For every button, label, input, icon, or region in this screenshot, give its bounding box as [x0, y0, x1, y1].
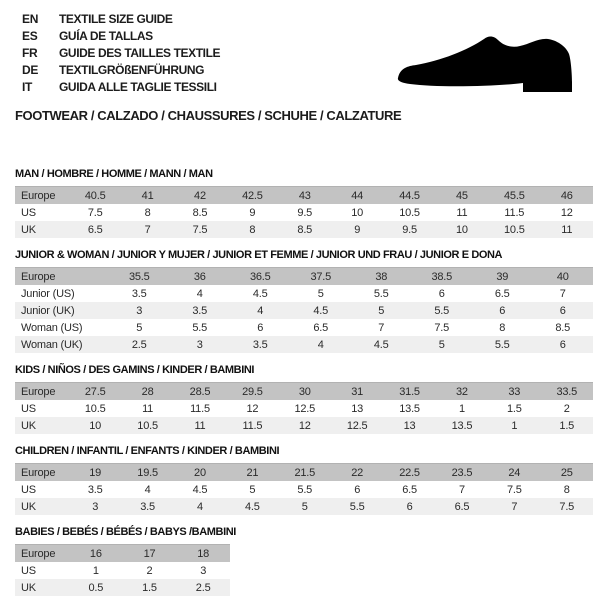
size-cell: 5.5: [412, 302, 473, 319]
size-cell: 4.5: [226, 498, 278, 515]
size-table: [15, 267, 593, 353]
size-cell: 33.5: [541, 383, 593, 401]
size-cell: 2: [563, 402, 570, 415]
size-cell: 16: [69, 545, 123, 563]
table-row: [15, 417, 593, 434]
size-cell: 1: [488, 417, 540, 434]
size-cell: 46: [541, 187, 593, 205]
size-cell: 5.5: [297, 483, 313, 496]
size-cell: 6.5: [494, 287, 510, 300]
size-cell: 40.5: [69, 187, 121, 205]
row-label: US: [21, 564, 36, 577]
size-cell: 6.5: [313, 321, 329, 334]
size-cell: 9.5: [297, 206, 313, 219]
size-cell: 11: [541, 221, 593, 238]
row-label: Europe: [15, 268, 109, 286]
size-cell: 43: [279, 187, 331, 205]
size-cell: 33: [488, 383, 540, 401]
size-cell: 7.5: [87, 206, 103, 219]
row-label: Woman (UK): [15, 336, 109, 353]
size-cell: 7: [458, 483, 465, 496]
size-cell: 44.5: [383, 187, 435, 205]
size-cell: 3: [109, 302, 170, 319]
size-cell: 5: [351, 302, 412, 319]
size-cell: 39: [472, 268, 533, 286]
size-tables: [15, 168, 593, 607]
size-cell: 17: [123, 545, 177, 563]
table-row: [15, 579, 230, 596]
size-cell: 6: [383, 498, 435, 515]
size-cell: 9: [249, 206, 256, 219]
row-label: Woman (US): [21, 321, 83, 334]
size-cell: 13: [383, 417, 435, 434]
size-cell: 7.5: [541, 498, 593, 515]
size-cell: 5: [249, 483, 256, 496]
size-cell: 1.5: [123, 579, 177, 596]
size-cell: 11.5: [504, 206, 525, 219]
language-row: [22, 78, 220, 95]
size-cell: 10: [351, 206, 364, 219]
language-label: GUIDA ALLE TAGLIE TESSILI: [59, 79, 217, 94]
size-cell: 28: [121, 383, 173, 401]
size-cell: 31.5: [383, 383, 435, 401]
size-cell: 5: [317, 287, 324, 300]
size-cell: 11.5: [226, 417, 278, 434]
table-title: CHILDREN / INFANTIL / ENFANTS / KINDER / BAMBINI: [15, 445, 280, 457]
language-code: EN: [22, 11, 39, 26]
size-cell: 4.5: [192, 483, 208, 496]
language-label: TEXTILGRÖßENFÜHRUNG: [59, 62, 205, 77]
size-cell: 24: [488, 464, 540, 482]
language-row: [22, 10, 220, 27]
table-title: MAN / HOMBRE / HOMME / MANN / MAN: [15, 168, 213, 180]
size-cell: 3.5: [230, 336, 291, 353]
size-cell: 10.5: [488, 221, 540, 238]
size-cell: 12: [279, 417, 331, 434]
table-row: [15, 498, 593, 515]
language-list: [22, 10, 220, 95]
size-cell: 18: [176, 545, 230, 563]
size-cell: 8.5: [192, 206, 208, 219]
size-cell: 13.5: [436, 417, 488, 434]
size-cell: 28.5: [174, 383, 226, 401]
size-cell: 19.5: [121, 464, 173, 482]
table-row: [15, 336, 593, 353]
table-row: [15, 285, 593, 302]
size-cell: 3.5: [87, 483, 103, 496]
size-section: [15, 526, 593, 596]
size-cell: 7.5: [434, 321, 450, 334]
size-section: [15, 249, 593, 353]
size-cell: 9.5: [383, 221, 435, 238]
row-label: Europe: [15, 545, 69, 563]
size-cell: 6: [533, 302, 594, 319]
size-cell: 3.5: [121, 498, 173, 515]
table-row: [15, 268, 593, 286]
size-cell: 6: [438, 287, 445, 300]
size-cell: 3: [69, 498, 121, 515]
size-cell: 7: [559, 287, 566, 300]
size-cell: 23.5: [436, 464, 488, 482]
size-cell: 25: [541, 464, 593, 482]
size-table: [15, 186, 593, 238]
size-cell: 5.5: [373, 287, 389, 300]
size-cell: 6.5: [69, 221, 121, 238]
size-cell: 3: [200, 564, 207, 577]
language-label: GUIDE DES TAILLES TEXTILE: [59, 45, 221, 60]
size-cell: 0.5: [69, 579, 123, 596]
size-cell: 4: [230, 302, 291, 319]
table-row: [15, 221, 593, 238]
size-cell: 4.5: [291, 302, 352, 319]
size-cell: 10: [69, 417, 121, 434]
table-title: JUNIOR & WOMAN / JUNIOR Y MUJER / JUNIOR ET FEMME / JUNIOR UND FRAU / JUNIOR E DONA: [15, 249, 503, 261]
size-cell: 6: [472, 302, 533, 319]
size-cell: 40: [533, 268, 594, 286]
row-label: US: [21, 483, 36, 496]
row-label: US: [21, 206, 36, 219]
size-table: [15, 544, 230, 596]
size-section: [15, 445, 593, 515]
size-section: [15, 168, 593, 238]
size-cell: 8.5: [555, 321, 571, 334]
size-cell: 13.5: [399, 402, 420, 415]
size-cell: 22: [331, 464, 383, 482]
size-cell: 11: [142, 402, 154, 415]
size-cell: 5: [136, 321, 143, 334]
table-row: [15, 481, 593, 498]
size-cell: 5.5: [472, 336, 533, 353]
size-cell: 10: [436, 221, 488, 238]
size-cell: 7.5: [174, 221, 226, 238]
size-cell: 35.5: [109, 268, 170, 286]
size-cell: 7: [121, 221, 173, 238]
size-section: [15, 364, 593, 434]
size-table: [15, 382, 593, 434]
language-code: FR: [22, 45, 38, 60]
size-cell: 2: [146, 564, 153, 577]
size-cell: 1: [92, 564, 99, 577]
size-cell: 2.5: [109, 336, 170, 353]
size-cell: 8: [144, 206, 151, 219]
size-cell: 11: [174, 417, 226, 434]
size-cell: 10.5: [399, 206, 420, 219]
size-cell: 3.5: [131, 287, 147, 300]
size-cell: 6: [354, 483, 361, 496]
size-cell: 4.5: [252, 287, 268, 300]
row-label: Europe: [15, 383, 69, 401]
size-cell: 7: [378, 321, 385, 334]
size-cell: 6: [257, 321, 264, 334]
size-cell: 45: [436, 187, 488, 205]
language-label: TEXTILE SIZE GUIDE: [59, 11, 173, 26]
size-cell: 38.5: [412, 268, 473, 286]
size-cell: 1.5: [541, 417, 593, 434]
table-title: KIDS / NIÑOS / DES GAMINS / KINDER / BAMBINI: [15, 364, 255, 376]
language-row: [22, 61, 220, 78]
size-cell: 36.5: [230, 268, 291, 286]
language-row: [22, 27, 220, 44]
table-row: [15, 383, 593, 401]
size-cell: 36: [170, 268, 231, 286]
size-cell: 8: [563, 483, 570, 496]
table-row: [15, 204, 593, 221]
size-cell: 42.5: [226, 187, 278, 205]
size-cell: 38: [351, 268, 412, 286]
size-cell: 6.5: [436, 498, 488, 515]
row-label: Europe: [15, 187, 69, 205]
row-label: UK: [15, 498, 69, 515]
size-cell: 19: [69, 464, 121, 482]
size-cell: 21.5: [279, 464, 331, 482]
table-row: [15, 400, 593, 417]
size-cell: 20: [174, 464, 226, 482]
size-cell: 2.5: [176, 579, 230, 596]
size-cell: 12: [246, 402, 259, 415]
table-row: [15, 302, 593, 319]
size-cell: 5: [412, 336, 473, 353]
size-cell: 4: [196, 287, 203, 300]
row-label: Europe: [15, 464, 69, 482]
size-cell: 5: [279, 498, 331, 515]
size-cell: 22.5: [383, 464, 435, 482]
size-cell: 31: [331, 383, 383, 401]
table-row: [15, 319, 593, 336]
size-cell: 9: [331, 221, 383, 238]
row-label: US: [21, 402, 36, 415]
size-cell: 29.5: [226, 383, 278, 401]
language-code: ES: [22, 28, 38, 43]
size-cell: 7: [488, 498, 540, 515]
size-cell: 11.5: [190, 402, 210, 415]
size-cell: 44: [331, 187, 383, 205]
size-cell: 45.5: [488, 187, 540, 205]
size-cell: 10.5: [121, 417, 173, 434]
size-cell: 11: [456, 206, 468, 219]
size-table: [15, 463, 593, 515]
size-cell: 4.5: [351, 336, 412, 353]
table-row: [15, 562, 230, 579]
row-label: Junior (US): [21, 287, 75, 300]
size-cell: 1.5: [506, 402, 522, 415]
row-label: UK: [15, 221, 69, 238]
language-code: IT: [22, 79, 33, 94]
size-cell: 42: [174, 187, 226, 205]
size-cell: 21: [226, 464, 278, 482]
size-cell: 4: [144, 483, 151, 496]
table-title: BABIES / BEBÉS / BÉBÉS / BABYS /BAMBINI: [15, 526, 236, 538]
row-label: Junior (UK): [15, 302, 109, 319]
language-code: DE: [22, 62, 39, 77]
size-cell: 8: [226, 221, 278, 238]
size-cell: 12: [560, 206, 573, 219]
row-label: UK: [15, 417, 69, 434]
size-cell: 12.5: [331, 417, 383, 434]
table-row: [15, 545, 230, 563]
size-cell: 7.5: [506, 483, 522, 496]
table-row: [15, 187, 593, 205]
size-cell: 30: [279, 383, 331, 401]
size-cell: 4: [291, 336, 352, 353]
size-cell: 8.5: [279, 221, 331, 238]
size-cell: 6: [533, 336, 594, 353]
size-cell: 3: [170, 336, 231, 353]
category-heading: FOOTWEAR / CALZADO / CHAUSSURES / SCHUHE / CALZATURE: [15, 108, 402, 123]
language-label: GUÍA DE TALLAS: [59, 28, 153, 43]
size-cell: 13: [351, 402, 364, 415]
dress-shoe-icon: [393, 26, 573, 98]
size-cell: 32: [436, 383, 488, 401]
size-cell: 1: [458, 402, 465, 415]
language-row: [22, 44, 220, 61]
size-cell: 37.5: [291, 268, 352, 286]
size-cell: 5.5: [192, 321, 208, 334]
size-cell: 6.5: [402, 483, 417, 496]
size-cell: 12.5: [294, 402, 316, 415]
size-cell: 27.5: [69, 383, 121, 401]
size-cell: 41: [121, 187, 173, 205]
size-cell: 5.5: [331, 498, 383, 515]
size-cell: 3.5: [170, 302, 231, 319]
size-cell: 4: [174, 498, 226, 515]
row-label: UK: [15, 579, 69, 596]
size-cell: 10.5: [84, 402, 106, 415]
size-cell: 8: [499, 321, 506, 334]
table-row: [15, 464, 593, 482]
